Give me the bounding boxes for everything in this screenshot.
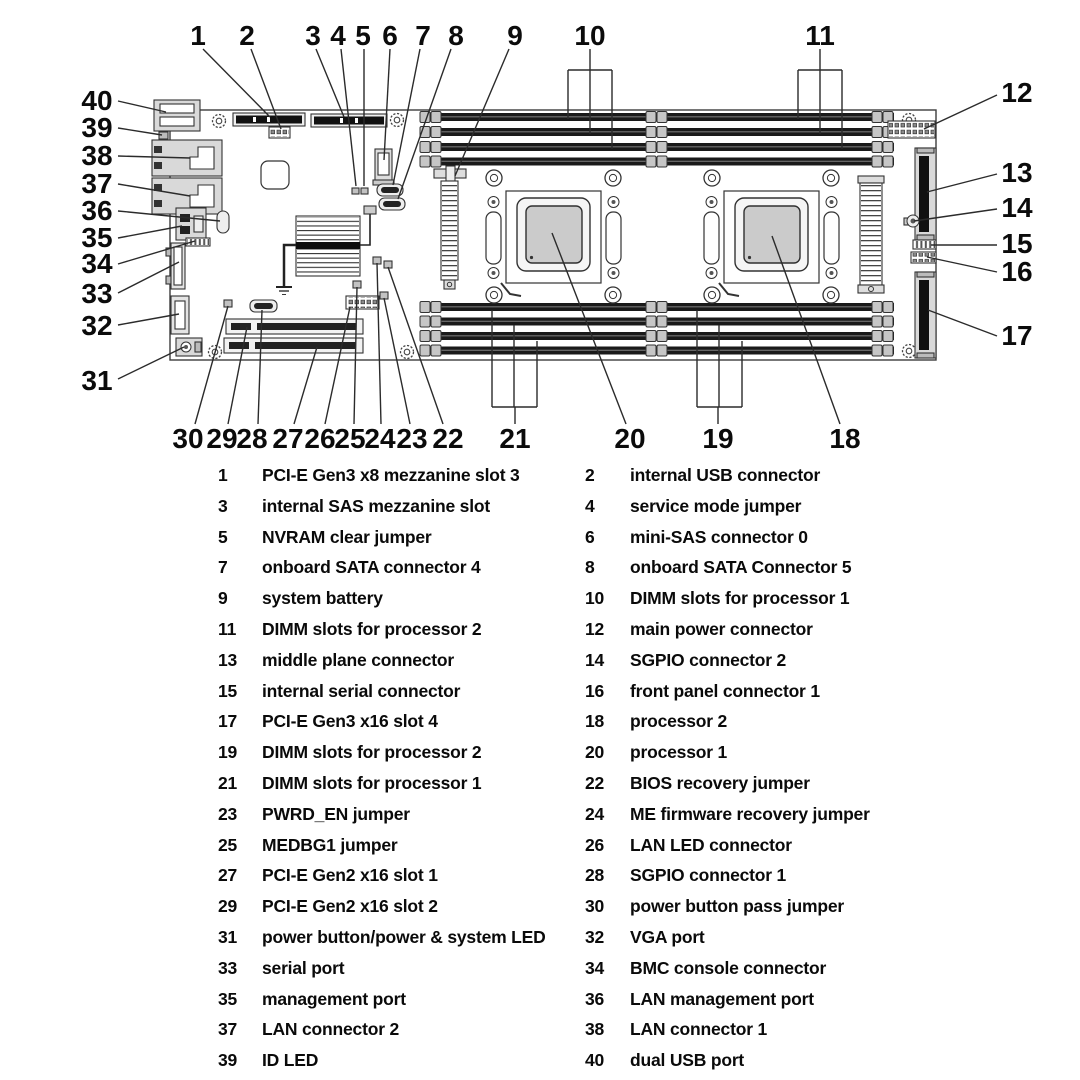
callout-16: 16 [1001,256,1033,287]
legend-num-15: 15 [218,680,238,701]
legend-num-33: 33 [218,957,238,978]
legend-num-9: 9 [218,588,228,609]
legend-num-23: 23 [218,803,238,824]
legend-label-35: management port [262,988,406,1009]
management-port [176,208,206,240]
legend-num-34: 34 [585,957,605,978]
legend-num-28: 28 [585,865,605,886]
callout-1: 1 [190,20,206,51]
callout-23: 23 [396,423,428,454]
dual-usb-port [154,100,200,131]
callout-31: 31 [81,365,113,396]
legend-num-19: 19 [218,742,238,763]
callout-39: 39 [81,112,113,143]
medbg1-jumper [353,281,361,288]
legend-num-1: 1 [218,465,228,485]
callout-17: 17 [1001,320,1033,351]
callout-21: 21 [499,423,531,454]
legend-num-16: 16 [585,680,605,701]
legend-label-25: MEDBG1 jumper [262,834,398,855]
legend-num-40: 40 [585,1050,605,1071]
legend-label-7: onboard SATA connector 4 [262,557,481,578]
callout-37: 37 [81,168,113,199]
legend-num-17: 17 [218,711,238,732]
leader-line-31 [118,347,184,379]
legend-num-38: 38 [585,1019,605,1040]
legend-num-11: 11 [218,618,237,639]
legend-label-5: NVRAM clear jumper [262,526,432,547]
legend-label-11: DIMM slots for processor 2 [262,618,482,639]
callout-4: 4 [330,20,346,51]
legend-label-37: LAN connector 2 [262,1019,400,1040]
callout-38: 38 [81,140,113,171]
legend-label-26: LAN LED connector [630,834,792,855]
callout-29: 29 [206,423,238,454]
leader-line-16 [927,257,997,272]
pwrd-en-jumper [380,292,388,299]
legend-num-32: 32 [585,926,605,947]
callout-8: 8 [448,20,464,51]
legend-num-5: 5 [218,526,228,547]
serial-port [166,243,185,289]
callout-22: 22 [432,423,464,454]
legend-label-28: SGPIO connector 1 [630,865,787,886]
legend-num-4: 4 [585,495,595,516]
callout-32: 32 [81,310,113,341]
legend-label-39: ID LED [262,1050,319,1071]
legend-num-39: 39 [218,1050,238,1071]
callout-13: 13 [1001,157,1033,188]
me-firmware-recovery-jumper [373,257,381,264]
legend-num-29: 29 [218,896,238,917]
legend-num-2: 2 [585,465,595,485]
legend-num-26: 26 [585,834,605,855]
legend-num-6: 6 [585,526,595,547]
legend-label-38: LAN connector 1 [630,1019,768,1040]
legend-label-21: DIMM slots for processor 1 [262,772,482,793]
callout-3: 3 [305,20,321,51]
legend-num-24: 24 [585,803,605,824]
legend-num-27: 27 [218,865,238,886]
callout-9: 9 [507,20,523,51]
legend-label-12: main power connector [630,618,813,639]
leader-line-13 [927,174,997,192]
callout-7: 7 [415,20,431,51]
legend-num-13: 13 [218,649,238,670]
legend-num-10: 10 [585,588,605,609]
callout-28: 28 [236,423,268,454]
board-figure [0,0,1080,456]
chip-outline [261,161,289,189]
power-button-pass-jumper [224,300,232,307]
legend-label-17: PCI-E Gen3 x16 slot 4 [262,711,438,732]
legend-num-22: 22 [585,772,605,793]
callout-33: 33 [81,278,113,309]
callout-25: 25 [334,423,366,454]
legend-num-18: 18 [585,711,605,732]
legend-label-19: DIMM slots for processor 2 [262,742,482,763]
mini-sas-connector-0 [373,149,394,185]
legend-label-4: service mode jumper [630,495,802,516]
pcie-mezzanine-slot-3 [233,113,305,126]
legend-label-13: middle plane connector [262,649,455,670]
internal-usb-connector [269,127,290,138]
callout-26: 26 [304,423,336,454]
pcie-gen3-x16-slot-4 [915,272,936,358]
legend-label-20: processor 1 [630,742,728,763]
legend-label-27: PCI-E Gen2 x16 slot 1 [262,865,438,886]
callout-11: 11 [805,20,835,51]
legend-label-22: BIOS recovery jumper [630,772,810,793]
legend-label-16: front panel connector 1 [630,680,820,701]
legend-label-18: processor 2 [630,711,728,732]
legend-label-23: PWRD_EN jumper [262,803,410,824]
leader-line-17 [928,310,997,336]
callout-34: 34 [81,248,113,279]
sata-connector-5 [379,198,405,210]
legend [205,460,870,1076]
legend-label-29: PCI-E Gen2 x16 slot 2 [262,896,438,917]
callout-24: 24 [364,423,396,454]
callout-14: 14 [1001,192,1033,223]
lan-led-connector [346,296,379,309]
nvram-clear-jumper [361,188,368,194]
callout-27: 27 [272,423,304,454]
callout-6: 6 [382,20,398,51]
legend-label-31: power button/power & system LED [262,926,546,947]
legend-num-37: 37 [218,1019,238,1040]
legend-label-8: onboard SATA Connector 5 [630,557,852,578]
callout-19: 19 [702,423,734,454]
legend-label-24: ME firmware recovery jumper [630,803,870,824]
callout-30: 30 [172,423,204,454]
legend-num-3: 3 [218,495,228,516]
callout-20: 20 [614,423,646,454]
callout-2: 2 [239,20,255,51]
main-power-connector [888,121,935,138]
callout-12: 12 [1001,77,1033,108]
legend-num-36: 36 [585,988,605,1009]
callout-40: 40 [81,85,113,116]
callout-35: 35 [81,222,113,253]
callout-5: 5 [355,20,371,51]
legend-label-36: LAN management port [630,988,814,1009]
callout-18: 18 [829,423,861,454]
legend-num-21: 21 [218,772,238,793]
power-button [176,338,202,356]
legend-label-10: DIMM slots for processor 1 [630,588,850,609]
legend-label-30: power button pass jumper [630,896,844,917]
lan-management-port [217,211,229,233]
id-led [159,132,168,139]
service-mode-jumper [352,188,359,194]
legend-num-14: 14 [585,649,605,670]
legend-label-32: VGA port [630,926,705,947]
vertical-heatsink [858,176,884,293]
legend-label-6: mini-SAS connector 0 [630,526,808,547]
legend-num-31: 31 [218,926,238,947]
legend-num-7: 7 [218,557,228,578]
callout-36: 36 [81,195,113,226]
leader-line-3 [316,49,344,117]
legend-num-20: 20 [585,742,605,763]
legend-num-35: 35 [218,988,238,1009]
legend-num-30: 30 [585,896,605,917]
legend-label-2: internal USB connector [630,465,821,485]
legend-label-1: PCI-E Gen3 x8 mezzanine slot 3 [262,465,520,485]
legend-num-12: 12 [585,618,605,639]
legend-num-25: 25 [218,834,238,855]
motherboard-diagram [0,0,1080,456]
legend-label-33: serial port [262,957,345,978]
callout-15: 15 [1001,228,1033,259]
legend-num-8: 8 [585,557,595,578]
legend-label-40: dual USB port [630,1050,745,1071]
sgpio-connector-1 [250,300,277,312]
legend-label-14: SGPIO connector 2 [630,649,787,670]
leader-line-1 [203,49,270,117]
legend-label-34: BMC console connector [630,957,827,978]
middle-plane-connector [915,148,936,240]
legend-label-15: internal serial connector [262,680,461,701]
legend-label-3: internal SAS mezzanine slot [262,495,490,516]
bios-recovery-jumper [384,261,392,268]
legend-label-9: system battery [262,588,383,609]
callout-10: 10 [574,20,606,51]
